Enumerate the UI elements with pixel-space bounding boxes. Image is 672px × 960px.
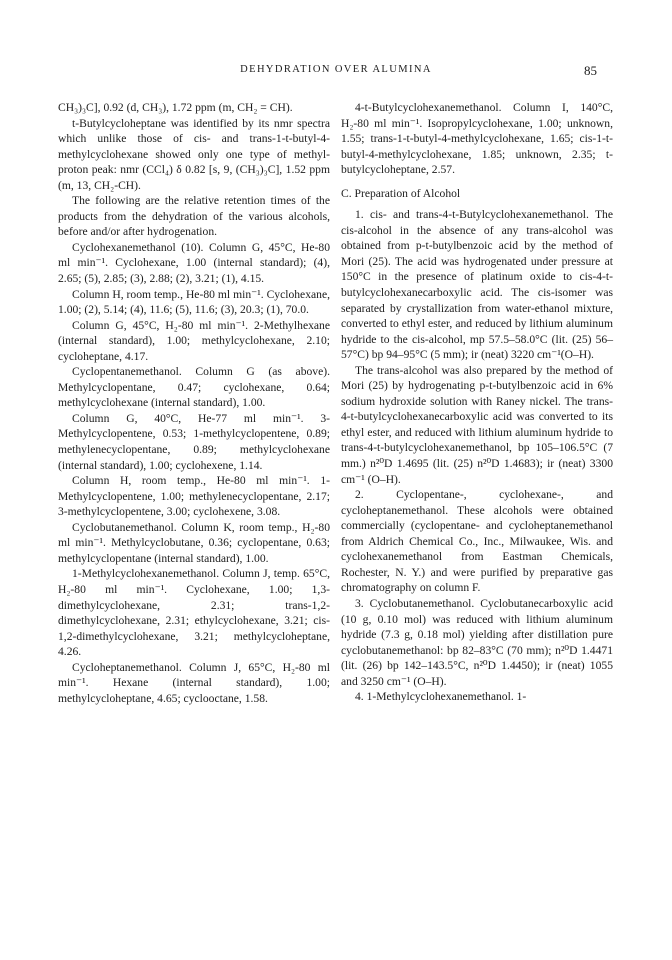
left-paragraph: Column G, 45°C, H₂-80 ml min⁻¹. 2-Methylhexane (internal standard), 1.00; methylcyclohexane, 2.10; cycloheptane, 4.17. bbox=[58, 318, 330, 363]
page-header bbox=[0, 64, 672, 80]
left-paragraph: Cyclohexanemethanol (10). Column G, 45°C, He-80 ml min⁻¹. Cyclohexane, 1.00 (internal standard); (4), 2.65; (5), 2.85; (3), 2.88; (2), 3.21; (1), 4.15. bbox=[58, 240, 330, 286]
left-column bbox=[58, 100, 330, 706]
left-paragraph: CH₃)₃C], 0.92 (d, CH₃), 1.72 ppm (m, CH₂ = CH). bbox=[58, 101, 293, 114]
right-paragraph: 3. Cyclobutanemethanol. Cyclobutanecarboxylic acid (10 g, 0.10 mol) was reduced with lithium aluminum hydride (7.3 g, 0.18 mol) yielding after distillation pure cyclobutanemethanol: bp 82–83°C (70 mm); n²⁰D 1.4471 (lit. (26) bp 142–143.5°C, n²⁰D 1.4450); ir (neat) 1055 and 3250 cm⁻¹ (O–H). bbox=[341, 596, 613, 688]
right-paragraph: The trans-alcohol was also prepared by the method of Mori (25) by hydrogenating p-t-butylbenzoic acid in 6% sodium hydroxide solution with Raney nickel. The trans-4-t-butylcyclohexanecarboxylic acid was converted to its ethyl ester, and reduced with lithium aluminum hydride to trans-4-t-butylcyclohexanemethanol, bp 105–106.5°C (7 mm.) n²⁰D 1.4695 (lit. (25) n²⁰D 1.4683); ir (neat) 3300 cm⁻¹ (O–H). bbox=[341, 363, 613, 486]
right-column bbox=[341, 100, 613, 705]
right-paragraph: 1. cis- and trans-4-t-Butylcyclohexanemethanol. The cis-alcohol in the absence of any trans-alcohol was obtained from p-t-butylbenzoic acid by the method of Mori (25). The acid was hydrogenated under pressure at 150°C in the presence of platinum oxide to cis-4-t-butylcyclohexanecarboxylic acid. The cis-isomer was separated by crystallization from water-ethanol mixture, converted to ethyl ester, and reduced by lithium aluminum hydride to the cis-alcohol, mp 57.5–58.0°C (lit. (25) 56–57°C) bp 94–95°C (5 mm); ir (neat) 3220 cm⁻¹(O–H). bbox=[341, 208, 613, 362]
right-paragraph: 4. 1-Methylcyclohexanemethanol. 1- bbox=[355, 690, 527, 704]
right-paragraph: 2. Cyclopentane-, cyclohexane-, and cycloheptanemethanol. These alcohols were obtained commercially (cyclopentane- and cycloheptanemethanol from Aldrich Chemical Co., Inc., Milwaukee, Wis. and cyclohexanemethanol from Eastman Chemicals, Rochester, N. Y.) and were purified by preparative gas chromatography on column F. bbox=[341, 488, 613, 595]
page-number: 85 bbox=[584, 63, 597, 78]
left-paragraph: 1-Methylcyclohexanemethanol. Column J, temp. 65°C, H₂-80 ml min⁻¹. Cyclohexane, 1.00; 1,3-dimethylcyclohexane, 2.31; trans-1,2-dimethylcyclohexane, 2.31; ethylcyclohexane, 3.21; cis-1,2-dimethylcyclohexane, 3.21; methylcycloheptane, 4.26. bbox=[58, 567, 330, 659]
section-heading: C. Preparation of Alcohol bbox=[341, 186, 461, 200]
left-paragraph: Column H, room temp., He-80 ml min⁻¹. Cyclohexane, 1.00; (2), 5.14; (4), 11.6; (5), 11.6; (3), 20.3; (1), 70.0. bbox=[58, 287, 330, 317]
left-paragraph: Cyclobutanemethanol. Column K, room temp., H₂-80 ml min⁻¹. Methylcyclobutane, 0.36; cyclopentane, 0.63; methylcyclopentane (internal standard), 1.00. bbox=[58, 520, 330, 565]
running-head: DEHYDRATION OVER ALUMINA bbox=[240, 64, 432, 75]
right-paragraph: 4-t-Butylcyclohexanemethanol. Column I, 140°C, H₂-80 ml min⁻¹. Isopropylcyclohexane, 1.00; unknown, 1.55; trans-1-t-butyl-4-methylcyclohexane, 1.65; cis-1-t-butyl-4-methylcyclohexane, 1.85; unknown, 2.35; t-butylcycloheptane, 2.57. bbox=[341, 101, 613, 177]
left-paragraph: The following are the relative retention times of the products from the dehydration of the various alcohols, before and/or after hydrogenation. bbox=[58, 194, 330, 239]
left-paragraph: Column G, 40°C, He-77 ml min⁻¹. 3-Methylcyclopentene, 0.53; 1-methylcyclopentene, 0.89; methylenecyclopentane, 0.89; methylcyclohexane (internal standard), 1.00; cyclohexene, 1.14. bbox=[58, 411, 330, 472]
left-paragraph: Cycloheptanemethanol. Column J, 65°C, H₂-80 ml min⁻¹. Hexane (internal standard), 1.00; methylcycloheptane, 4.65; cyclooctane, 1.58. bbox=[58, 660, 330, 705]
left-paragraph: t-Butylcycloheptane was identified by its nmr spectra which unlike those of cis- and trans-1-t-butyl-4-methylcyclohexane showed only one type of methyl-proton peak: nmr (CCl₄) δ 0.82 [s, 9, (CH₃)₃C], 1.52 ppm (m, 13, CH₂-CH). bbox=[58, 116, 330, 192]
left-paragraph: Column H, room temp., He-80 ml min⁻¹. 1-Methylcyclopentene, 1.00; methylenecyclopentane, 2.17; 3-methylcyclopentene, 3.00; cyclohexene, 3.08. bbox=[58, 474, 330, 519]
left-paragraph: Cyclopentanemethanol. Column G (as above). Methylcyclopentane, 0.47; cyclohexane, 0.64; methylcyclohexane (internal standard), 1.00. bbox=[58, 365, 330, 410]
